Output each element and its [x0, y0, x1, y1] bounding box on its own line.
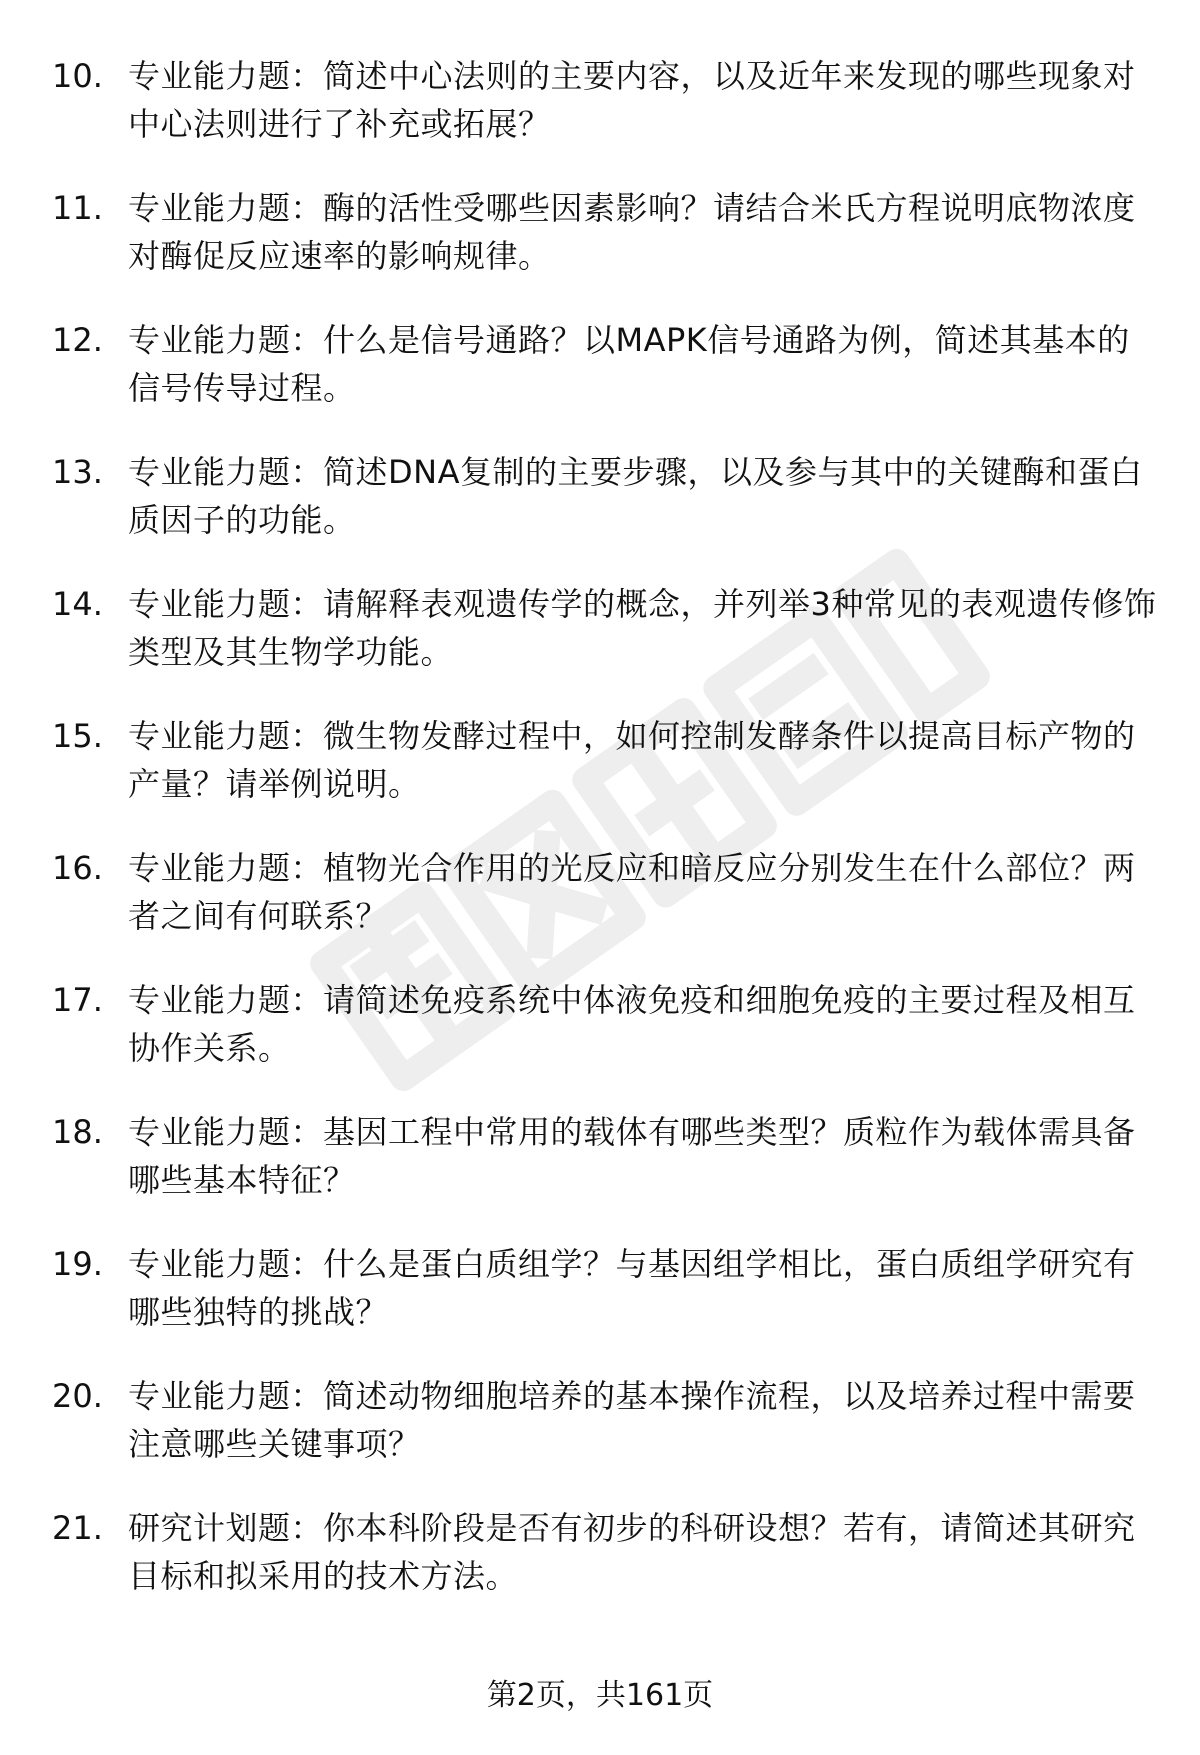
question-text: 专业能力题：简述动物细胞培养的基本操作流程，以及培养过程中需要注意哪些关键事项？: [128, 1377, 1136, 1463]
question-text: 专业能力题：什么是信号通路？以MAPK信号通路为例，简述其基本的信号传导过程。: [128, 321, 1130, 407]
question-number: 13.: [52, 453, 103, 491]
question-text: 专业能力题：植物光合作用的光反应和暗反应分别发生在什么部位？两者之间有何联系？: [128, 849, 1136, 935]
question-item: [0, 1504, 1200, 1636]
question-item: [0, 712, 1200, 844]
question-number: 20.: [52, 1377, 103, 1415]
question-number: 21.: [52, 1509, 103, 1547]
question-item: [0, 316, 1200, 448]
question-number: 12.: [52, 321, 103, 359]
question-text: 专业能力题：基因工程中常用的载体有哪些类型？质粒作为载体需具备哪些基本特征？: [128, 1113, 1136, 1199]
question-item: [0, 1240, 1200, 1372]
question-item: [0, 448, 1200, 580]
question-item: [0, 1108, 1200, 1240]
question-number: 11.: [52, 189, 103, 227]
question-text: 专业能力题：请解释表观遗传学的概念，并列举3种常见的表观遗传修饰类型及其生物学功能。: [128, 585, 1157, 671]
question-text: 专业能力题：什么是蛋白质组学？与基因组学相比，蛋白质组学研究有哪些独特的挑战？: [128, 1245, 1136, 1331]
question-number: 15.: [52, 717, 103, 755]
question-number: 14.: [52, 585, 103, 623]
question-text: 专业能力题：简述DNA复制的主要步骤，以及参与其中的关键酶和蛋白质因子的功能。: [128, 453, 1143, 539]
question-item: [0, 976, 1200, 1108]
question-number: 19.: [52, 1245, 103, 1283]
question-text: 专业能力题：简述中心法则的主要内容，以及近年来发现的哪些现象对中心法则进行了补充或拓展？: [128, 57, 1136, 143]
question-text: 研究计划题：你本科阶段是否有初步的科研设想？若有，请简述其研究目标和拟采用的技术方法。: [128, 1509, 1136, 1595]
question-item: [0, 52, 1200, 184]
question-item: [0, 1372, 1200, 1504]
question-item: [0, 580, 1200, 712]
question-number: 16.: [52, 849, 103, 887]
question-text: 专业能力题：请简述免疫系统中体液免疫和细胞免疫的主要过程及相互协作关系。: [128, 981, 1136, 1067]
page-number: 第2页，共161页: [486, 1678, 714, 1713]
question-number: 17.: [52, 981, 103, 1019]
question-number: 18.: [52, 1113, 103, 1151]
question-text: 专业能力题：酶的活性受哪些因素影响？请结合米氏方程说明底物浓度对酶促反应速率的影响规律。: [128, 189, 1136, 275]
question-item: [0, 844, 1200, 976]
question-list: [0, 52, 1200, 1636]
question-number: 10.: [52, 57, 103, 95]
question-item: [0, 184, 1200, 316]
question-text: 专业能力题：微生物发酵过程中，如何控制发酵条件以提高目标产物的产量？请举例说明。: [128, 717, 1136, 803]
